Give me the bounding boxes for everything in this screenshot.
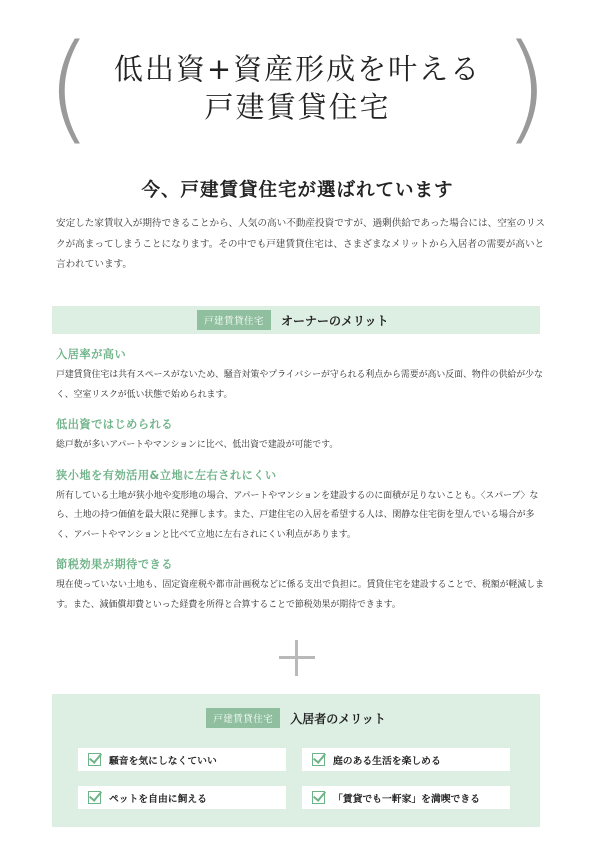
merit-item bbox=[56, 346, 546, 405]
merit-heading: 低出資ではじめられる bbox=[56, 418, 173, 431]
merit-item bbox=[56, 556, 546, 615]
resident-merit-item bbox=[302, 748, 510, 771]
resident-merit-item bbox=[302, 786, 510, 809]
merit-body: 所有している土地が狭小地や変形地の場合、アパートやマンションを建設するのに面積が足りないことも。〈スパーブ〉なら、土地の持つ価値を最大限に発揮します。また、戸建住宅の入居を希望する人は、閑静な住宅街を望んでいる場合が多く、アパートやマンションと比べて立地に左右されにくい利点があります。 bbox=[56, 490, 539, 540]
hero bbox=[0, 18, 595, 156]
resident-merit-label: ペットを自由に飼える bbox=[109, 793, 207, 805]
resident-merit-header bbox=[52, 708, 540, 728]
merit-heading: 節税効果が期待できる bbox=[56, 558, 173, 571]
checkbox-icon bbox=[312, 791, 325, 804]
merit-body: 戸建賃貸住宅は共有スペースがないため、騒音対策やプライバシーが守られる利点から需要が高い反面、物件の供給が少なく、空室リスクが低い状態で始められます。 bbox=[56, 370, 543, 400]
hero-title bbox=[0, 50, 595, 126]
checkbox-icon bbox=[88, 753, 101, 766]
resident-title: 入居者のメリット bbox=[290, 711, 386, 726]
checkbox-icon bbox=[312, 753, 325, 766]
checkbox-icon bbox=[88, 791, 101, 804]
owner-title: オーナーのメリット bbox=[281, 313, 389, 328]
owner-tag: 戸建賃貸住宅 bbox=[197, 310, 271, 330]
resident-merit-label: 庭のある生活を楽しめる bbox=[333, 755, 441, 767]
merit-heading: 狭小地を有効活用&立地に左右されにくい bbox=[56, 468, 277, 482]
plus-icon bbox=[279, 640, 315, 676]
left-paren-ornament: ( bbox=[46, 18, 93, 156]
hero-title-line2: 戸建賃貸住宅 bbox=[204, 90, 391, 124]
intro-text: 安定した家賃収入が期待できることから、人気の高い不動産投資ですが、過剰供給であった場合には、空室のリスクが高まってしまうことになります。その中でも戸建賃貸住宅は、さまざまなメリットから入居者の需要が高いと言われています。 bbox=[56, 218, 545, 270]
resident-merit-item bbox=[78, 748, 286, 771]
merit-item bbox=[56, 467, 546, 546]
hero-title-line1: 低出資+資産形成を叶える bbox=[113, 52, 482, 86]
merit-body: 総戸数が多いアパートやマンションに比べ、低出資で建設が可能です。 bbox=[56, 440, 339, 450]
resident-merit-label: 騒音を気にしなくていい bbox=[109, 755, 217, 767]
resident-tag: 戸建賃貸住宅 bbox=[206, 708, 280, 728]
resident-merit-box bbox=[52, 694, 540, 827]
owner-merit-header bbox=[52, 306, 540, 334]
merit-body: 現在使っていない土地も、固定資産税や都市計画税などに係る支出で負担に。賃貸住宅を建設することで、税額が軽減します。また、減価償却費といった経費を所得と合算することで節税効果が期待できます。 bbox=[56, 580, 544, 610]
merit-item bbox=[56, 416, 546, 456]
headline: 今、戸建賃貸住宅が選ばれています bbox=[141, 180, 454, 201]
resident-merit-label: 「賃貸でも一軒家」を満喫できる bbox=[333, 793, 480, 805]
resident-merit-item bbox=[78, 786, 286, 809]
right-paren-ornament: ) bbox=[502, 18, 549, 156]
merit-heading: 入居率が高い bbox=[56, 348, 127, 361]
owner-merit-list bbox=[56, 346, 546, 626]
